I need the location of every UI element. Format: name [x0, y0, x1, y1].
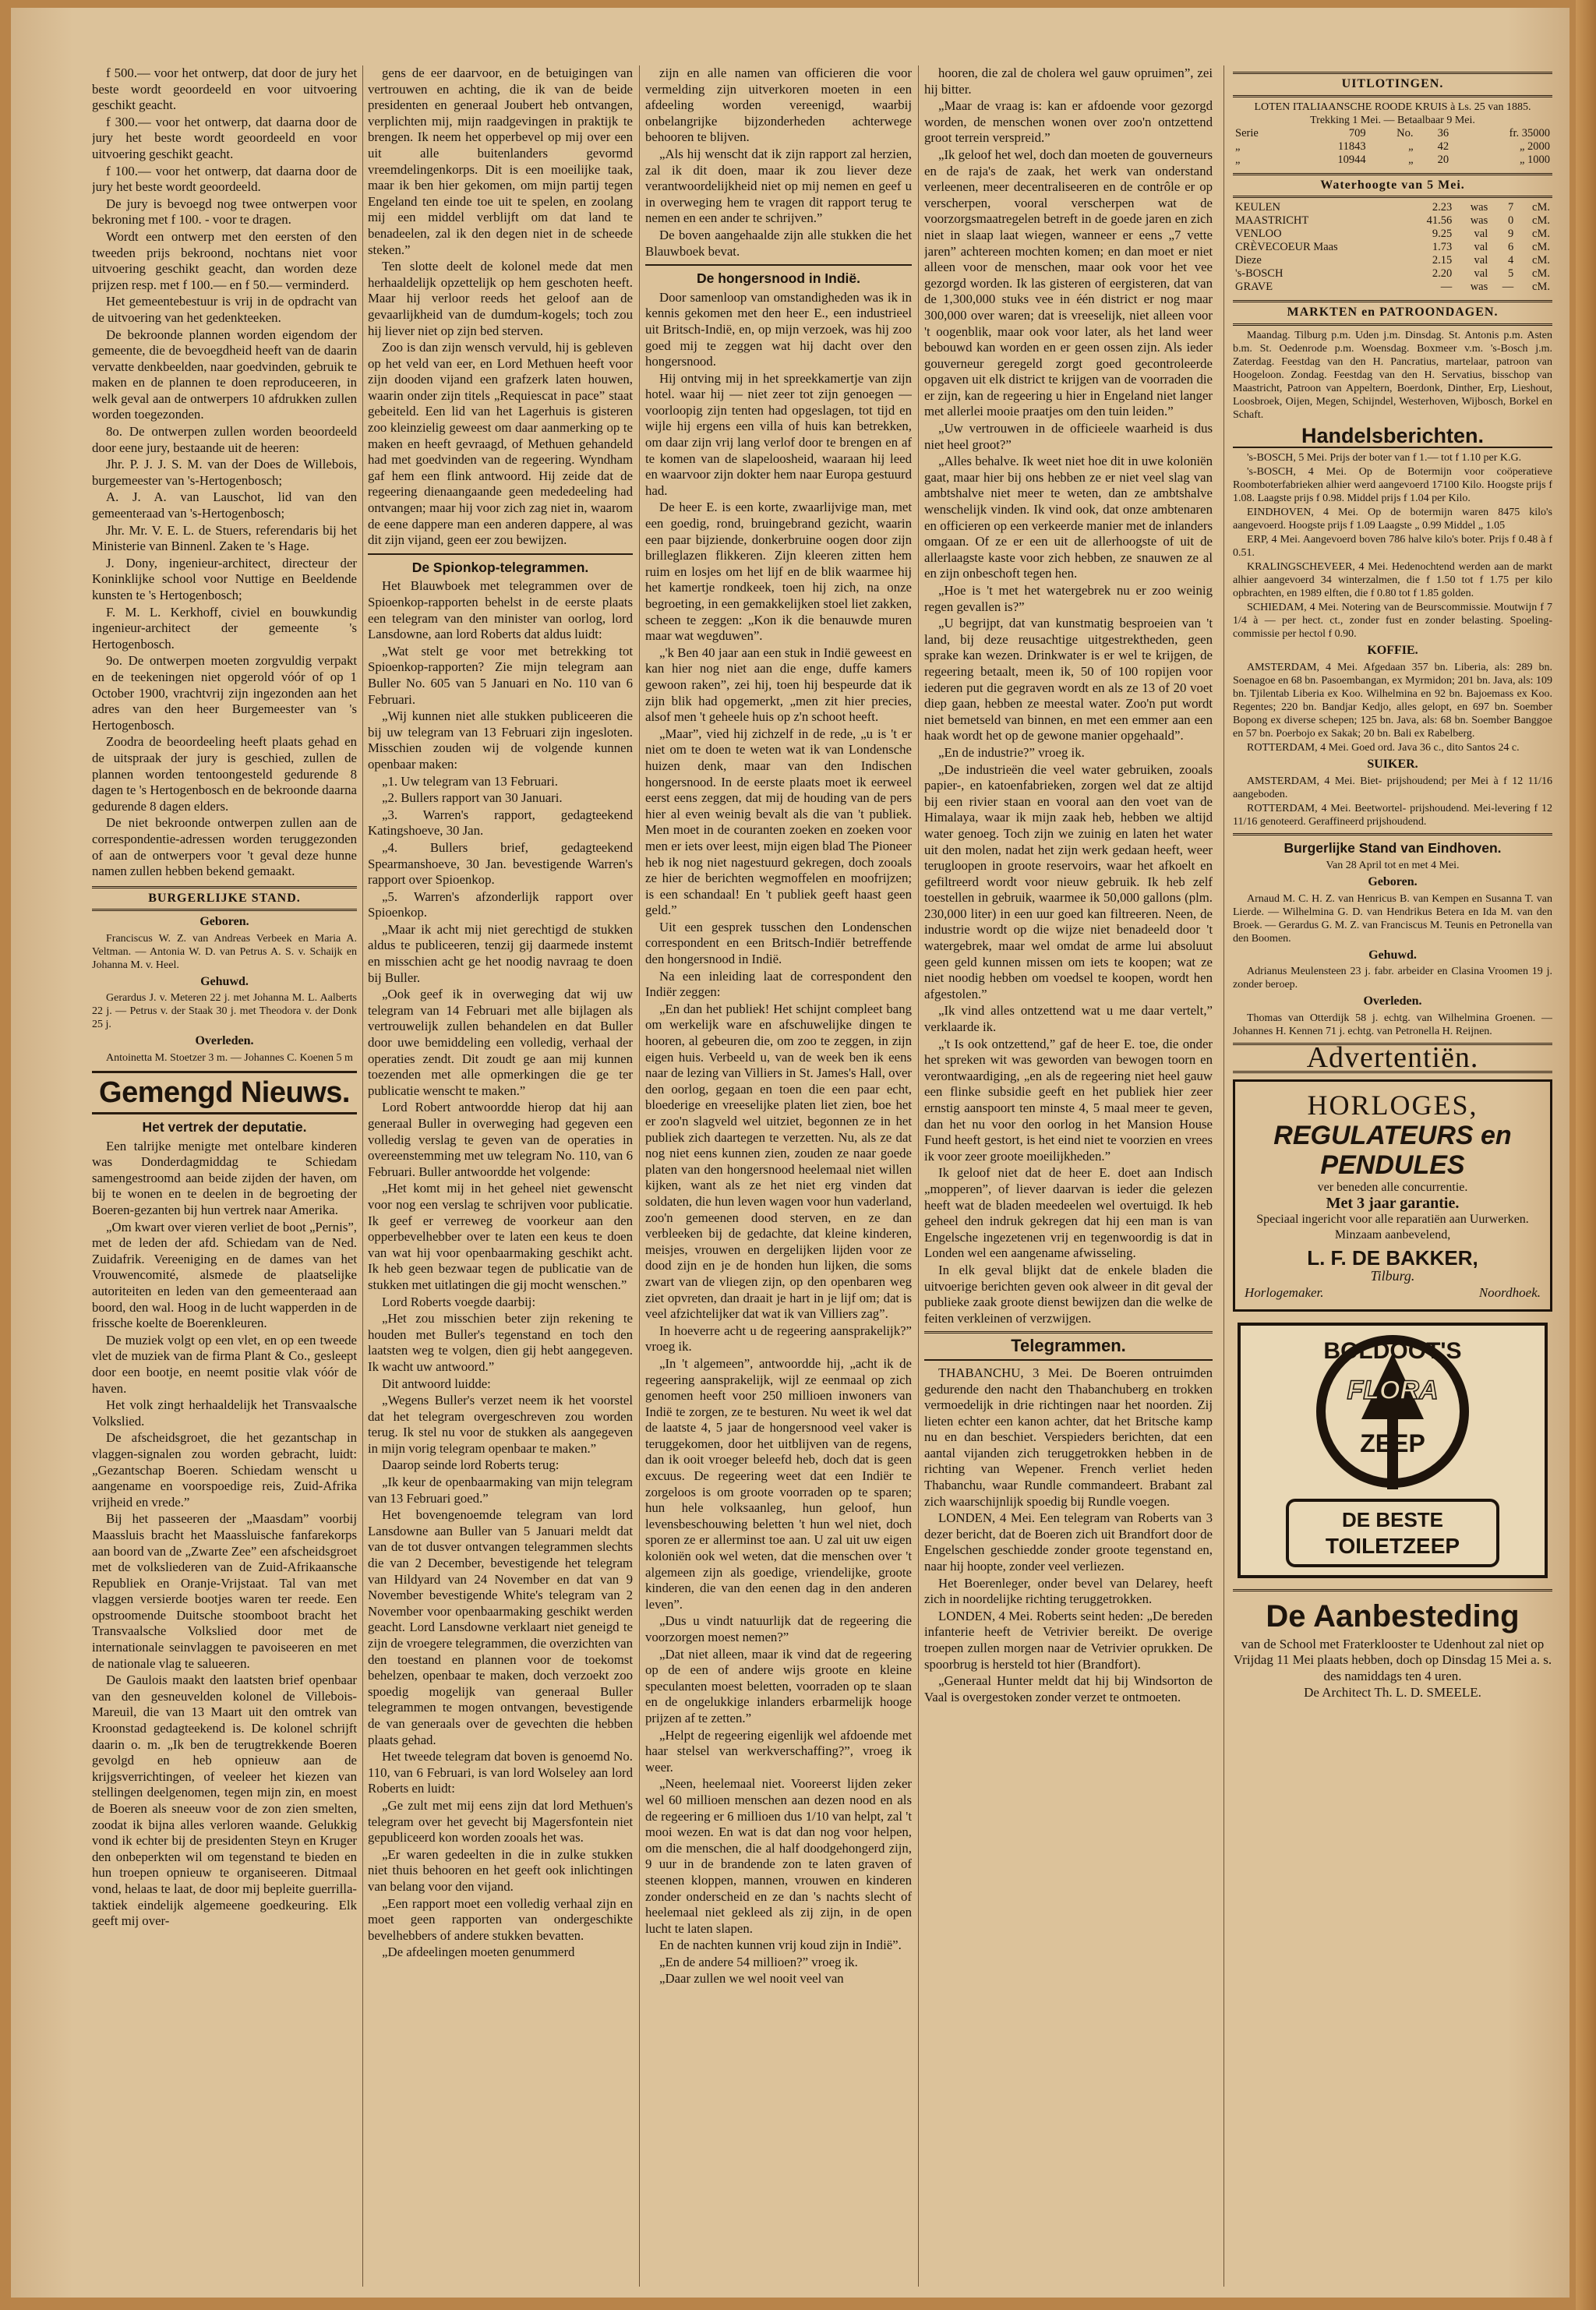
table-row: [1233, 228, 1552, 241]
paragraph: LONDEN, 4 Mei. Roberts seint heden: „De bereden infanterie heeft de Vetrivier bereikt. De overige troepen zullen morgen naar de Vetrivier oprukken. De spoorbrug is hersteld tot hier (Brandfort).: [924, 1608, 1213, 1672]
ad-beste-text: DE BESTE: [1341, 1507, 1444, 1531]
hongersnood-article-continued: [924, 65, 1213, 1326]
paragraph: 8o. De ontwerpen zullen worden beoordeeld door eene jury, bestaande uit de heeren:: [92, 424, 357, 455]
table-cell: val: [1474, 267, 1488, 281]
table-cell: 20: [1437, 153, 1449, 166]
market-report: 's-BOSCH, 5 Mei. Prijs der boter van f 1.— tot f 1.10 per K.G.: [1247, 452, 1522, 464]
paragraph: „Als hij wenscht dat ik zijn rapport zal herzien, zal ik dit doen, maar ik zou liever deze verantwoordelijkheid niet op mij nemen en geef u in overweging hem te vragen dit rapport terug te nemen en een ander te schrijven.”: [645, 146, 912, 226]
table-cell: 2.23: [1432, 201, 1453, 214]
ad-city: Tilburg.: [1370, 1267, 1415, 1284]
table-cell: was: [1470, 281, 1488, 294]
table-cell: Dieze: [1235, 254, 1262, 267]
table-cell: 's-BOSCH: [1235, 267, 1284, 281]
market-report: ERP, 4 Mei. Aangevoerd boven 786 halve kilo's boter. Prijs f 0.48 à f 0.51.: [1233, 534, 1552, 560]
suiker-text-2: ROTTERDAM, 4 Mei. Beetwortel- prijshoudend. Mei-levering f 12 11/16 genoteerd. Geraffineerd prijshoudend.: [1233, 802, 1552, 828]
table-cell: 2.15: [1432, 254, 1453, 267]
paragraph: „Ge zult met mij eens zijn dat lord Methuen's telegram over het gevecht bij Magersfontein niet gepubliceerd kon worden zooals het was.: [368, 1797, 633, 1846]
paragraph: „Hoe is 't met het watergebrek nu er zoo weinig regen gevallen is?”: [924, 583, 1213, 614]
competition-rules-text: [92, 65, 357, 880]
table-cell: „ 1000: [1519, 153, 1550, 166]
table-cell: val: [1474, 228, 1488, 241]
paragraph: De Gaulois maakt den laatsten brief openbaar van den gesneuvelden kolonel de Villebois-Mareuil, die van 13 Maart uit den omtrek van Kroonstad gedagteekend is. De kolonel schrijft daarin o. m. „Ik ben de terugtrekkende Boeren gevolgd en heb opnieuw aan de krijgsverrichtingen, of veeleer het kiezen van stellingen deelgenomen, tegen mijn zin, en moest de Boeren als sneeuw voor de zon zien smelten, zoodat ik bijna alles verloren waande. Gelukkig vond ik echter bij de presidenten Steyn en Kruger den onbeperkten wil om tegenstand te bieden en hun troepen opnieuw te organiseeren. Ditmaal vond, helaas te laat, de door mij bepleite guerrilla-taktiek eindelijk algemeene goedkeuring. Elk geeft mij over-: [92, 1672, 357, 1929]
paragraph: Het bovengenoemde telegram van lord Lansdowne aan Buller van 5 Januari meldt dat van de tot dusver ontvangen telegrammen slechts die van 2 December, bevestigende het telegram van Hildyard van 24 November en dat van 9 November bevestigende White's telegram van 2 November voor openbaarmaking geschikt werden geacht. Lord Lansdowne verklaart niet geneigd te zijn de vroegere telegrammen, die overzichten van den toestand en plannen voor de toekomst behelzen, openbaar te maken, doch verzoekt zoo spoedig mogelijk van generaal Buller telegrammen te mogen ontvangen, bevestigende de van generaals over de gevechten die hebben plaats gehad.: [368, 1507, 633, 1747]
paragraph: De muziek volgt op een vlet, en op een tweede vlet de muziek van de firma Plant & Co., gesleept door een bootje, en neemt positie vlak vóór de haven.: [92, 1332, 357, 1396]
paragraph: „U begrijpt, dat van kunstmatig besproeien van 't land, bij deze reusachtige uitgestrektheden, geen sprake kan wezen. Drinkwater is er wel te krijgen, de regeering betaalt, meen ik, 50 of 100 ropijen voor iederen put die gegraven wordt en als ze 13 of 20 voet diep gaan, hebben ze meestal water. Zoo'n put wordt niet bemetseld van binnen, en met een emmer aan een haak wordt het op de gewone manier opgehaald”.: [924, 616, 1213, 744]
table-cell: KEULEN: [1235, 201, 1280, 214]
column-2: [368, 65, 633, 2294]
paragraph: Het Boerenleger, onder bevel van Delarey, heeft zich in noordelijke richting teruggetrokken.: [924, 1575, 1213, 1607]
table-cell: „ 2000: [1519, 140, 1550, 153]
paragraph: f 500.— voor het ontwerp, dat door de jury het beste wordt geoordeeld en voor uitvoering geschikt geacht.: [92, 65, 357, 113]
column-rule: [1223, 65, 1224, 2287]
suiker-heading: SUIKER.: [1367, 757, 1418, 771]
paragraph: „3. Warren's rapport, gedagteekend Katingshoeve, 30 Jan.: [368, 807, 633, 839]
burgerlijke-stand-heading: BURGERLIJKE STAND.: [92, 886, 357, 912]
table-cell: fr. 35000: [1509, 126, 1550, 140]
divider: [1233, 1589, 1552, 1591]
paragraph: Lord Robert antwoordde hierop dat hij aan generaal Buller in overweging had gegeven een volledig verslag te geven van de operaties in overeenstemming met uw telegram No. 110, van 6 Februari. Buller antwoordde het volgende:: [368, 1100, 633, 1179]
paragraph: J. Dony, ingenieur-architect, directeur der Koninklijke school voor Nuttige en Beeldende kunsten te 's Hertogenbosch;: [92, 555, 357, 602]
blauwboek-article-end: [645, 65, 912, 260]
paragraph: Het tweede telegram dat boven is genoemd No. 110, van 6 Februari, is van lord Wolseley aan lord Roberts en luidt:: [368, 1749, 633, 1796]
villebois-article: [368, 65, 633, 549]
deputatie-article: [92, 1139, 357, 1930]
hongersnood-article: [645, 290, 912, 1987]
table-cell: 42: [1437, 140, 1449, 153]
paragraph: THABANCHU, 3 Mei. De Boeren ontruimden gedurende den nacht den Thabanchuberg en trokken vermoedelijk in drie richtingen naar het noorden. Zij lieten echter een kanon achter, dat het Britsche kamp nu en dan beschiet. Verspieders berichten, dat een aantal vijanden zich teruggetrokken hebben in de richting van Wepener. French verliet heden Thabanchu, waar Rundle commandeert. Brabant zal zich waarschijnlijk spoedig bij Rundle voegen.: [924, 1365, 1213, 1509]
table-cell: cM.: [1532, 201, 1550, 214]
table-cell: 0: [1508, 214, 1514, 228]
paragraph: Het gemeentebestuur is vrij in de opdracht van de uitvoering van het gedenkteeken.: [92, 294, 357, 325]
divider: [924, 1359, 1213, 1361]
paragraph: „Wegens Buller's verzet neem ik het voorstel dat het telegram overgeschreven zou worden terug. Ik stel nu voor de stukken als aangegeven in mijn vorig telegram openbaar te maken.”: [368, 1393, 633, 1456]
table-cell: cM.: [1532, 214, 1550, 228]
eindhoven-overleden-heading: Overleden.: [1363, 994, 1422, 1008]
table-cell: 11843: [1337, 140, 1366, 153]
column-rule: [639, 65, 640, 2287]
koffie-text: AMSTERDAM, 4 Mei. Afgedaan 357 bn. Liberia, als: 289 bn. Soenagoe en 68 bn. Pasoembangan, ex Myrmidon; 201 bn. Java, als: 109 bn. Tjilentab Liberia ex Koo. Wilhelmina en 92 bn. Bajoemass ex Koo. Regentes; 220 bn. Bandjar Kedjo, alles gelopt, en 697 bn. Soember Bopong ex diverse schepen; 125 bn. Java, als: 68 bn. Soember Banggoe en 57 bn. Poerbojo ex Sakak; 20 bn. Bali ex Rabelberg.: [1233, 661, 1552, 740]
ad-profession: Horlogemaker.: [1245, 1285, 1324, 1301]
table-row: [1233, 127, 1552, 140]
paragraph: F. M. L. Kerkhoff, civiel en bouwkundig ingenieur-architect der gemeente 's Hertogenbosch.: [92, 604, 357, 652]
handelsberichten-heading: Handelsberichten.: [1233, 428, 1552, 449]
ad-flora-text: FLORA: [1347, 1375, 1439, 1405]
paragraph: gens de eer daarvoor, en de betuigingen van vertrouwen en achting, die ik van de beide presidenten en generaal Joubert heb ontvangen, verplichten mij, mijn raadgevingen in praktijk te brengen. Ik neem het opperbevel op mij over een uit alle buitenlanders gevormd vreemdelingenkorps. Dit is een moeilijke taak, maar ik ben hier gekomen, om mijn partij tegen Engeland ten einde toe uit te spelen, en zoolang mij een middel verblijft om dat land te benadeelen, zal ik den degen niet in de scheede steken.”: [368, 65, 633, 257]
paragraph: In elk geval blijkt dat de enkele bladen die uitvoerige berichten geven ook alweer in dit geval der publieke zaak groote dienst bewijzen dan die welke de feiten verkleinen of verzwijgen.: [924, 1262, 1213, 1326]
paragraph: A. J. A. van Lauschot, lid van den gemeenteraad van 's-Hertogenbosch;: [92, 489, 357, 521]
paragraph: Bij het passeeren der „Maasdam” voorbij Maassluis bracht het Maassluische fanfarekorps aan boord van de „Zwarte Zee” een afscheidsgroet met de volksliederen van de Zuid-Afrikaansche Republiek en Oranje-Vrijstaat. Tal van met vlaggen versierde bootjes waren ter reede. Een opstroomende Duitsche stoomboot bracht het Transvaalsche Volkslied door met de internationale seinvlaggen te pavoiseeren en met de nationale vlag te salueeren.: [92, 1511, 357, 1671]
paragraph: En de nachten kunnen vrij koud zijn in Indië”.: [659, 1937, 902, 1953]
table-row: [1233, 267, 1552, 281]
ad-regulateurs-title: REGULATEURS en PENDULES: [1273, 1120, 1512, 1180]
paragraph: De afscheidsgroet, die het gezantschap in vlaggen-signalen zou worden gebracht, luidt: „Gezantschap Boeren. Schiedam wenscht u aangename en voorspoedige reis, Zuid-Afrika vrijheid en vrede.”: [92, 1430, 357, 1510]
table-cell: 4: [1508, 254, 1514, 267]
paragraph: „De industrieën die veel water gebruiken, zooals papier-, en katoenfabrieken, zorgen wel dat ze altijd bij een rivier staan en vooral aan den voet van de Himalaya, waar ik mijn zaak heb, hebben we altijd water genoeg. Toch zijn we zuinig en laten het water uit den molen, nadat het zijn werk gedaan heeft, weer terugloopen in groote reservoirs, waar het afkoelt en gefiltreerd wordt voor nieuw gebruik. Ik heb zelf toestellen in gebruik, waarmee ik 50,000 gallons (plm. 230,000 liter) in een uur goed kan filtreeren. Neen, de industrie wordt op die wijze niet benadeeld door 't watergebrek, maar wel omdat de arme lui absoluut geen geld kunnen missen om iets te koopen; wat ze niet noodig hebben om voedsel te koopen, wordt hen afgestolen.”: [924, 761, 1213, 1001]
table-cell: MAASTRICHT: [1235, 214, 1309, 228]
paragraph: „Maar”, vied hij zichzelf in de rede, „u is 't er niet om te doen te weten wat ik van Londensche huizen denk, maar van den Indischen hongersnood. In de eerste plaats moet ik eerweel eerst eens zeggen, dat mij de houding van de pers hier al even weinig bevalt als die van 't publiek. Men moet in de couranten zoeken en zoeken voor men er iets over leest, mijn eigen blad The Pioneer heb ik nog niet nagestuurd gekregen, doch zooals ze hier de berichten wegmoffelen en moofrijzen; is een schandaal! En 't publiek geeft haast geen geld.”: [645, 726, 912, 918]
telegrammen-article: [924, 1365, 1213, 1705]
gehuwd-heading: Gehuwd.: [200, 974, 249, 988]
table-cell: VENLOO: [1235, 228, 1282, 241]
market-report: 's-BOSCH, 4 Mei. Op de Botermijn voor coöperatieve Roomboterfabrieken alhier werd aangevoerd 17100 Kilo. Hoogste prijs f 1.08. Laagste prijs f 0.98. Middel prijs f 1.04 per Kilo.: [1233, 466, 1552, 505]
paragraph: Lord Roberts voegde daarbij:: [382, 1294, 536, 1309]
spionkop-heading: De Spionkop-telegrammen.: [411, 559, 589, 575]
boldoot-flora-zeep-advertisement: [1238, 1323, 1548, 1578]
table-cell: „: [1235, 140, 1241, 153]
paragraph: „'t Is ook ontzettend,” gaf de heer E. toe, die onder het spreken wit was geworden van bewogen toorn en verontwaardiging, „en als de regeering niet heel gauw een flinke subsidie geeft en het publiek hier zeer ernstig aanspoort ten minste 4, 5 maal meer te geven, dan het nu voor den oorlog in het Mansion House Fund heeft gestort, is het eind niet te voorzien en vrees ik voor zeer groote moeilijkheden.”: [924, 1036, 1213, 1164]
ad-brand-text: BOLDOOT'S: [1323, 1337, 1462, 1364]
paragraph: „Dat niet alleen, maar ik vind dat de regeering op de een of andere wijs groote en kleine speculanten moest beletten, voorraden op te slaan en de ongelukkige inlanders erbarmelijk hooge prijzen af te zetten.”: [645, 1646, 912, 1725]
paragraph: Uit een gesprek tusschen den Londenschen correspondent en een Britsch-Indiër betreffende den hongersnood in Indië.: [645, 919, 912, 967]
paragraph: Zoo is dan zijn wensch vervuld, hij is gebleven op het veld van eer, en Lord Methuen heeft voor zijn dooden vijand een grafzerk laten houwen, waarin onder zijn titels „Requiescat in pace” staat gebeiteld. Een lid van het Lagerhuis is gisteren zoo kleinzielig geweest om daar aanmerking op te maken en heeft gevraagd, of Methuen gehandeld had met goedvinden van de regeering. Wyndham gaf hem een flink antwoord. Hij zeide dat de regeering dienaangaande geen mededeeling had ontvangen; maar hij voor zich zag niet in, waarom de eene dappere man een anderen dappere, al was dit zijn vijand, geen eer zou bewijzen.: [368, 340, 633, 548]
paragraph: „Alles behalve. Ik weet niet hoe dit in uwe koloniën gaat, maar hier bij ons hebben ze er niet veel slag van ambtshalve niet meer te weten, dan ze ambtshalve wenschelijk vinden. Ik vind ook, dat onze ambtenaren en officieren op een verkeerde manier met de inlanders omgaan. Of ze er een uit de allerhoogste of uit de allerlaagste kaste voor zich hebben, ze snauwen ze al en zijn onbeschoft tegen hen.: [924, 454, 1213, 581]
paragraph: Jhr. Mr. V. E. L. de Stuers, referendaris bij het Ministerie van Binnenl. Zaken te 's Hage.: [92, 522, 357, 554]
column-rule: [362, 65, 363, 2287]
table-cell: 36: [1437, 126, 1449, 140]
paragraph: „Ik geloof het wel, doch dan moeten de gouverneurs en de raja's de zaak, het werk van onderstand verleenen, meer decentraliseeren en de contrôle er op verscherpen, vooral verscherpen wat de voorzorgsmaatregelen betreft in de goede jaren en zich niet in slaap laat wiegen, wanneer er eens „7 vette jaren” achtereen mochten komen; en dan moet er niet alleen voor de menschen, maar ook voor het vee gezorgd worden. Ik las gisteren of eergisteren, dat van de 1,300,000 stuks vee in één district er nog maar 300,000 over waren; dat is vreeselijk, niet alleen voor 't oogenblik, maar ook voor later, als het land weer bebouwd kan worden en er geen ossen zijn. Als ieder gouverneur geregeld zorgt goed gecontroleerde opgaven uit elk district te krijgen van de voorraden die er zijn, kan de regeering u hier in Engeland niet langer met allerlei mooie praatjes om den tuin leiden.”: [924, 147, 1213, 419]
ad-shop-name: L. F. DE BAKKER,: [1307, 1245, 1478, 1270]
paragraph: „Wat stelt ge voor met betrekking tot Spioenkop-rapporten? Zie mijn telegram aan Buller No. 605 van 5 Januari en No. 110 van 6 Februari.: [368, 643, 633, 707]
eindhoven-geboren-text: Arnaud M. C. H. Z. van Henricus B. van Kempen en Susanna T. van Lierde. — Wilhelmina G. D. van Hendrikus Betera en Ida M. van den Broek. — Gerardus G. M. Z. van Franciscus M. Teunis en Petronella van den Boomen.: [1233, 892, 1552, 945]
soap-advert-graphic: [1241, 1326, 1545, 1575]
overleden-text: Antoinetta M. Stoetzer 3 m. — Johannes C. Koenen 5 m: [106, 1052, 353, 1065]
table-row: [1233, 201, 1552, 214]
table-cell: 9: [1508, 228, 1514, 241]
spionkop-article: [368, 578, 633, 1960]
table-cell: Serie: [1235, 126, 1259, 140]
paragraph: Door samenloop van omstandigheden was ik in kennis gekomen met den heer E., een industrieel uit Britsch-Indië, en, op mijn verzoek, was hij zoo goed mij te zeggen wat hij dacht over den hongersnood.: [645, 289, 912, 369]
hongersnood-heading: De hongersnood in Indië.: [697, 270, 860, 287]
table-cell: 9.25: [1432, 228, 1453, 241]
table-cell: was: [1470, 201, 1488, 214]
paragraph: 9o. De ontwerpen moeten zorgvuldig verpakt en de teekeningen niet opgerold vóór of op 1 October 1900, vrachtvrij zijn ingezonden aan het adres van den heer Burgemeester van 's Hertogenbosch.: [92, 653, 357, 733]
paragraph: De niet bekroonde ontwerpen zullen aan de correspondentie-adressen worden teruggezonden of aan de ontwerpers voor 't geval deze hunne namen zullen hebben bekend gemaakt.: [92, 815, 357, 879]
paragraph: hooren, die zal de cholera wel gauw opruimen”, zei hij bitter.: [924, 65, 1213, 97]
paragraph: f 300.— voor het ontwerp, dat daarna door de jury het beste wordt geoordeeld en voor uitvoering geschikt geacht.: [92, 114, 357, 161]
table-cell: CRÈVECOEUR Maas: [1235, 241, 1338, 254]
ad-line-3: Speciaal ingericht voor alle reparatiën aan Uurwerken.: [1256, 1212, 1529, 1226]
paragraph: Zoodra de beoordeeling heeft plaats gehad en de uitspraak der jury is geschied, zullen de plannen worden tentoongesteld gedurende 8 dagen te 's Hertogenbosch en de bekroonde daarna gedurende 8 dagen elders.: [92, 734, 357, 814]
eindhoven-gehuwd-text: Adrianus Meulensteen 23 j. fabr. arbeider en Clasina Vroomen 19 j. zonder beroep.: [1233, 966, 1552, 991]
paragraph: Een talrijke menigte met ontelbare kinderen was Donderdagmiddag te Schiedam samengestroomd aan beide zijden der haven, om bij te wonen en te deelen in de begroeting der Boeren-gezanten bij hun vertrek naar Amerika.: [92, 1138, 357, 1218]
ad-zeep-text: ZEEP: [1360, 1429, 1425, 1457]
paragraph: f 100.— voor het ontwerp, dat daarna door de jury het beste wordt geoordeeld.: [92, 163, 357, 195]
overleden-heading: Overleden.: [195, 1034, 254, 1048]
ad-line-4: Minzaam aanbevelend,: [1334, 1228, 1451, 1242]
loten-table: [1233, 127, 1552, 167]
table-row: [1233, 254, 1552, 267]
paragraph: „Om kwart over vieren verliet de boot „Pernis”, met de leden der afd. Schiedam van de Ned. Zuidafrik. Vereeniging en de dames van het Vrouwencomité, alsmede de plaatselijke autoriteiten en leden van den gemeenteraad aan boord, den wal. Hoog in de lucht wapperden in de frissche koelte de Boerenkleuren.: [92, 1219, 357, 1331]
paragraph: „Het zou misschien beter zijn rekening te houden met Buller's tegenstand en toch den laatsten weg te volgen, dien gij hebt aangegeven. Ik wacht uw antwoord.”: [368, 1311, 633, 1374]
suiker-text: AMSTERDAM, 4 Mei. Biet- prijshoudend; per Mei à f 12 11/16 aangeboden.: [1233, 775, 1552, 800]
paragraph: „Uw vertrouwen in de officieele waarheid is dus niet heel groot?”: [924, 421, 1213, 452]
paragraph: „En dan het publiek! Het schijnt compleet bang om werkelijk ware en afschuwelijke dingen te hooren, al gebeuren die, om zoo te zeggen, in zijn eigen huis. Verbeeld u, van de week ben ik eens naar de lezing van Villiers in St. James's Hall, over den oorlog, gegaan en toen die een paar echt, bloederige en vreeselijke platen liet zien, boe het er zoo'n slagveld wel uitziet, begonnen ze in het publiek zich daartegen te verzetten. Nu, als ze dat nog niet eens kunnen zien, zouden ze naar goede platen van den hongersnood heelemaal niet willen kijken, want als ze het niet erg vinden dat soldaten, die hun leven wagen voor hun vaderland, zoo'n gemeenen dood sterven, en ze dan verbleeken bij de gedachte, dat kleine kinderen, meisjes, vrouwen en dergelijken lijden voor ze dood zijn en je de honden hun lijken, die soms zwart van de vliegen zijn, op den openbaren weg ziet opvreten, dan draait je hart in je lijf om; dat is veel afzichtelijker dat wat ik van Villiers zag”.: [645, 1001, 912, 1322]
table-cell: —: [1502, 281, 1514, 294]
divider: [924, 1331, 1213, 1333]
paragraph: LONDEN, 4 Mei. Een telegram van Roberts van 3 dezer bericht, dat de Boeren zich uit Brandfort door de Engelschen geschiedde zonder groote tegenstand en, naar hij hoopte, zonder veel verliezen.: [924, 1510, 1213, 1574]
table-cell: cM.: [1532, 241, 1550, 254]
loten-title: LOTEN ITALIAANSCHE ROODE KRUIS à Ls. 25 van 1885.: [1254, 101, 1531, 113]
eindhoven-geboren-heading: Geboren.: [1368, 875, 1418, 889]
market-report: KRALINGSCHEVEER, 4 Mei. Hedenochtend werden aan de markt alhier aangevoerd 34 winterzalmen, die f 1.50 tot f 1.75 per kilo opbrachten, en 1989 elften, die f 0.80 tot f 1.85 golden.: [1233, 561, 1552, 600]
paragraph: „Ook geef ik in overweging dat wij uw telegram van 14 Februari met alle bijlagen als vertrouwelijk zullen behandelen en dat Buller door uwe bemiddeling een volledig, verhaal der operaties zendt. Dit zoudt ge aan mij kunnen toezenden met alle opmerkingen die ge ter publicatie wenscht te maken.”: [368, 987, 633, 1098]
paragraph: De bekroonde plannen worden eigendom der gemeente, die de bevoegdheid heeft van de daarin vervatte denkbeelden, naar goedvinden, gebruik te maken en de plannen te doen reproduceeren, in welk geval aan de ontwerpers 10 afdrukken zullen worden toegezonden.: [92, 327, 357, 422]
table-cell: —: [1440, 281, 1453, 294]
paragraph: Wordt een ontwerp met den eersten of den tweeden prijs bekroond, nochtans niet voor uitvoering geschikt geacht, dan worden deze prijzen resp. met f 100.— en f 50.— verminderd.: [92, 228, 357, 292]
page-edge: [1576, 0, 1596, 2310]
aanbesteding-heading: De Aanbesteding: [1266, 1598, 1520, 1634]
gemengd-nieuws-heading: Gemengd Nieuws.: [92, 1071, 357, 1114]
paragraph: „4. Bullers brief, gedagteekend Spearmanshoeve, 30 Jan. bevestigende Warren's rapport over Spioenkop.: [368, 839, 633, 888]
table-row: [1233, 214, 1552, 228]
column-3: [645, 65, 912, 2294]
table-cell: cM.: [1532, 267, 1550, 281]
paragraph: „1. Uw telegram van 13 Februari.: [382, 773, 559, 789]
horloges-advertisement: [1233, 1079, 1552, 1312]
table-cell: cM.: [1532, 228, 1550, 241]
table-cell: 709: [1348, 126, 1366, 140]
table-cell: 2.20: [1432, 267, 1453, 281]
table-cell: cM.: [1532, 281, 1550, 294]
paragraph: „Generaal Hunter meldt dat hij bij Windsorton de Vaal is overgestoken zonder verzet te ontmoeten.: [924, 1673, 1213, 1704]
paragraph: Het Blauwboek met telegrammen over de Spioenkop-rapporten behelst in de eerste plaats een telegram van den minister van oorlog, lord Lansdowne, aan lord Roberts dat aldus luidt:: [368, 578, 633, 642]
paragraph: Ik geloof niet dat de heer E. doet aan Indisch „mopperen”, of liever daarvan is ieder die gelezen heeft wat de bladen meedeelen wel overtuigd. Ik heb geheel den indruk gekregen dat hij een man is van Engelsche ingezetenen vrij en tegenwoordig is dat in Londen wel een aangename afwisseling.: [924, 1165, 1213, 1261]
table-row: [1233, 241, 1552, 254]
paragraph: „Ik vind alles ontzettend wat u me daar vertelt,” verklaarde ik.: [924, 1003, 1213, 1035]
paragraph: „Wij kunnen niet alle stukken publiceeren die bij uw telegram van 13 Februari zijn ingesloten. Misschien zouden wij de volgende kunnen openbaar maken:: [368, 708, 633, 772]
eindhoven-overleden-text: Thomas van Otterdijk 58 j. echtg. van Wilhelmina Groenen. — Johannes H. Kennen 71 j. echtg. van Petronella H. Reijnen.: [1233, 1012, 1552, 1037]
koffie-heading: KOFFIE.: [1367, 644, 1418, 658]
waterhoogte-heading: Waterhoogte van 5 Mei.: [1233, 173, 1552, 199]
table-cell: „: [1235, 153, 1241, 166]
paragraph: Dit antwoord luidde:: [382, 1376, 491, 1391]
divider: [645, 264, 912, 266]
table-cell: GRAVE: [1235, 281, 1273, 294]
paragraph: „2. Bullers rapport van 30 Januari.: [382, 790, 563, 806]
table-cell: was: [1470, 214, 1488, 228]
paragraph: „Neen, heelemaal niet. Vooreerst lijden zeker wel 60 millioen menschen aan dezen nood en als de regeering er 6 millioen dus 1/10 van helpt, zal 't mooi wezen. En wat is dat dan nog voor helpen, om die menschen, die al half doodgehongerd zijn, 9 uur in de brandende zon te laten graven of steenen kloppen, mannen, vrouwen en kinderen zonder onderscheid en ze dan 's nachts slecht of heelemaal niet gekleed als zij zijn, in de open lucht te laten slapen.: [645, 1776, 912, 1936]
aanbesteding-architect: De Architect Th. L. D. SMEELE.: [1304, 1685, 1481, 1701]
geboren-text: Franciscus W. Z. van Andreas Verbeek en Maria A. Veltman. — Antonia W. D. van Petrus A. S. v. Schaijk en Johanna M. v. Heel.: [92, 932, 357, 971]
koffie-text-2: ROTTERDAM, 4 Mei. Goed ord. Java 36 c., dito Santos 24 c.: [1247, 741, 1520, 754]
table-row: [1233, 140, 1552, 154]
markten-heading: MARKTEN en PATROONDAGEN.: [1233, 300, 1552, 326]
eindhoven-gehuwd-heading: Gehuwd.: [1368, 948, 1417, 962]
advertentien-heading: Advertentiën.: [1306, 1040, 1479, 1074]
table-cell: „: [1408, 140, 1414, 153]
paragraph: Daarop seinde lord Roberts terug:: [382, 1457, 560, 1473]
paragraph: De boven aangehaalde zijn alle stukken die het Blauwboek bevat.: [645, 227, 912, 259]
divider: [368, 553, 633, 555]
paragraph: „Een rapport moet een volledig verhaal zijn en moet geen rapporten van ondergeschikte bevelhebbers of andere stukken bevatten.: [368, 1895, 633, 1943]
paragraph: „Helpt de regeering eigenlijk wel afdoende met haar stelsel van werkverschaffing?”, vroeg ik weer.: [645, 1727, 912, 1775]
ad-line-2: Met 3 jaar garantie.: [1326, 1195, 1460, 1213]
table-cell: val: [1474, 254, 1488, 267]
paragraph: „En de industrie?” vroeg ik.: [938, 744, 1085, 760]
ad-line-1: ver beneden alle concurrentie.: [1317, 1180, 1468, 1194]
paragraph: Hij ontving mij in het spreekkamertje van zijn hotel. waar hij — niet zeer tot zijn genoegen — voorloopig zijn tenten had opgeslagen, tot tijd en wijle hij ergens een villa of huis kan betrekken, om daar zijn vrij lang verlof door te brengen en af te komen van de slapeloosheid, waaraan hij leed en waarvoor zijn dokter hem naar Europa gestuurd had.: [645, 370, 912, 498]
table-cell: 7: [1508, 201, 1514, 214]
waterhoogte-table: [1233, 201, 1552, 294]
column-1: [92, 65, 357, 2294]
gehuwd-text: Gerardus J. v. Meteren 22 j. met Johanna M. L. Aalberts 22 j. — Petrus v. der Staak 30 j. met Theodora v. der Donk 25 j.: [92, 992, 357, 1031]
aanbesteding-text: van de School met Fraterklooster te Udenhout zal niet op Vrijdag 11 Mei plaats hebben, doch op Dinsdag 15 Mei a. s. des namiddags ten 4 uren.: [1233, 1636, 1552, 1683]
markten-text: Maandag. Tilburg p.m. Uden j.m. Dinsdag. St. Antonis p.m. Asten b.m. St. Oedenrode p.m. Woensdag. Boxmeer v.m. 's-Bosch j.m. Zaterdag. Feestdag van den H. Pancratius, martelaar, patroon van Hoogeloon. Zondag. Feestdag van den H. Servatius, bisschop van Maastricht, Patroon van Appeltern, Boerdonk, Dinther, Erp, Lieshout, Loosbroek, Oijen, Megen, Schijndel, Westerhoven, Wijbosch, Borkel en Schaft.: [1233, 329, 1552, 421]
ad-toilet-text: TOILETZEEP: [1325, 1533, 1460, 1558]
paragraph: „Maar ik acht mij niet gerechtigd de stukken aldus te publiceeren, tenzij gij daarmede instemt en misschien acht ge het noodig navraag te doen bij Buller.: [368, 921, 633, 985]
table-row: [1233, 154, 1552, 167]
paragraph: „Er waren gedeelten in die in zulke stukken niet thuis behooren en het geeft ook inlichtingen van belang voor den vijand.: [368, 1846, 633, 1894]
newspaper-page: [11, 8, 1570, 2298]
ad-horloges-title: HORLOGES,: [1307, 1089, 1478, 1121]
paragraph: „En de andere 54 millioen?” vroeg ik.: [659, 1954, 858, 1969]
paragraph: „Dus u vindt natuurlijk dat de regeering die voorzorgen moest nemen?”: [645, 1613, 912, 1644]
uitlotingen-heading: UITLOTINGEN.: [1233, 72, 1552, 97]
market-report: EINDHOVEN, 4 Mei. Op de botermijn waren 8475 kilo's aangevoerd. Hoogste prijs f 1.09 Laagste „ 0.99 Middel „ 1.05: [1233, 507, 1552, 532]
deputatie-heading: Het vertrek der deputatie.: [142, 1119, 307, 1136]
table-cell: 10944: [1337, 153, 1366, 166]
telegrammen-heading: Telegrammen.: [1011, 1336, 1126, 1356]
paragraph: „Daar zullen we wel nooit veel van: [659, 1971, 844, 1987]
paragraph: „5. Warren's afzonderlijk rapport over Spioenkop.: [368, 888, 633, 920]
paragraph: zijn en alle namen van officieren die voor vermelding zijn uitverkoren moeten in een afdeeling worden vereenigd, waarbij onbelangrijke bijzonderheden achterwege behooren te blijven.: [645, 65, 912, 145]
loten-trekking: Trekking 1 Mei. — Betaalbaar 9 Mei.: [1310, 114, 1475, 126]
paragraph: „In 't algemeen”, antwoordde hij, „acht ik de regeering aansprakelijk, wijl ze eenmaal op zich genomen heeft voor 250 millioen inwoners van Indië te zorgen, ze te besturen. Nu weet ik wel dat de laatste 4, 5 jaar de hongersnood veel vaker is teruggekomen, door het uitblijven van de regens, dan ik ooit vroeger beleefd heb, doch dat is geen excuus. De regeering weet dat een Indiër te zorgeloos is om groote voorraden op te sparen; hun hele volksaanleg, hun geloof, hun levensbeschouwing beletten 't hun wel niet, doch sporen ze er allerminst toe aan. U zal uit uw eigen koloniën ook wel weten, dat die menschen over 't algemeen zijn als goedige, vriendelijke, groote kinderen, die van den eenen dag in den anderen leven”.: [645, 1355, 912, 1612]
handelsberichten-list: [1233, 451, 1552, 641]
paragraph: In hoeverre acht u de regeering aansprakelijk?” vroeg ik.: [645, 1323, 912, 1355]
table-row: [1233, 281, 1552, 294]
paragraph: Jhr. P. J. J. S. M. van der Does de Willebois, burgemeester van 's-Hertogenbosch;: [92, 457, 357, 488]
table-cell: 5: [1508, 267, 1514, 281]
table-cell: No.: [1396, 126, 1414, 140]
table-cell: 6: [1508, 241, 1514, 254]
paragraph: De jury is bevoegd nog twee ontwerpen voor bekroning met f 100. - voor te dragen.: [92, 196, 357, 228]
eindhoven-date: Van 28 April tot en met 4 Mei.: [1326, 860, 1460, 872]
paragraph: „De afdeelingen moeten genummerd: [382, 1944, 575, 1960]
geboren-heading: Geboren.: [200, 915, 249, 929]
paragraph: „'k Ben 40 jaar aan een stuk in Indië geweest en kan hier nog niet aan die enge, duffe kamers gewoon raken”, zei hij, toen hij bespeurde dat ik zijn blik had opgemerkt, „men zit hier precies, alsof men 't geheele huis op z'n schoot heeft.: [645, 645, 912, 725]
column-5: [1233, 65, 1552, 2294]
table-cell: 1.73: [1432, 241, 1453, 254]
paragraph: De heer E. is een korte, zwaarlijvige man, met een goedig, rond, bruingebrand gezicht, waarin een paar bijziende, donkerbruine oogen door zijn brilleglazen flikkeren. Zijn kleeren zitten hem ruim en losjes om het lijf en de blik waarmee hij het kamertje rondkeek, toen hij zich, na onze begroeting, in een gemakkelijken stoel liet zakken, scheen te zeggen: „Kon ik die benauwde muren maar wat wegduwen”.: [645, 500, 912, 644]
column-rule: [918, 65, 919, 2287]
paragraph: Ten slotte deelt de kolonel mede dat men herhaaldelijk opzettelijk op hem geschoten heeft. Maar hij verloor reeds het geloof aan de gevaarlijkheid van de dumdum-kogels; toch zou hij liever niet op zijn bed sterven.: [368, 259, 633, 338]
paragraph: Het volk zingt herhaaldelijk het Transvaalsche Volkslied.: [92, 1397, 357, 1429]
market-report: SCHIEDAM, 4 Mei. Notering van de Beurscommissie. Moutwijn f 7 1/4 à — per hect. ct., zonder fust en zonder belasting. Spoeling-commissie per hectol f 0.90.: [1233, 602, 1552, 641]
ad-street: Noordhoek.: [1478, 1285, 1541, 1301]
table-cell: cM.: [1532, 254, 1550, 267]
paragraph: „Het komt mij in het geheel niet gewenscht voor nog een verslag te schrijven voor publicatie. Ik geef er verreweg de voorkeur aan den opperbevelhebber over te laten een keus te doen van wat hij voor openbaarmaking geschikt acht. Ik heb geen bezwaar tegen de publicatie van de stukken met uitlatingen die gij mocht wenschen.”: [368, 1181, 633, 1292]
eindhoven-heading: Burgerlijke Stand van Eindhoven.: [1284, 839, 1502, 856]
table-cell: val: [1474, 241, 1488, 254]
paragraph: „Ik keur de openbaarmaking van mijn telegram van 13 Februari goed.”: [368, 1475, 633, 1506]
divider: [1233, 833, 1552, 835]
table-cell: 41.56: [1426, 214, 1453, 228]
paragraph: Na een inleiding laat de correspondent den Indiër zeggen:: [645, 968, 912, 1000]
paragraph: „Maar de vraag is: kan er afdoende voor gezorgd worden, de menschen wonen over zoo'n ontzettend groot terrein verspreid.”: [924, 98, 1213, 146]
column-4: [924, 65, 1213, 2294]
table-cell: „: [1408, 153, 1414, 166]
